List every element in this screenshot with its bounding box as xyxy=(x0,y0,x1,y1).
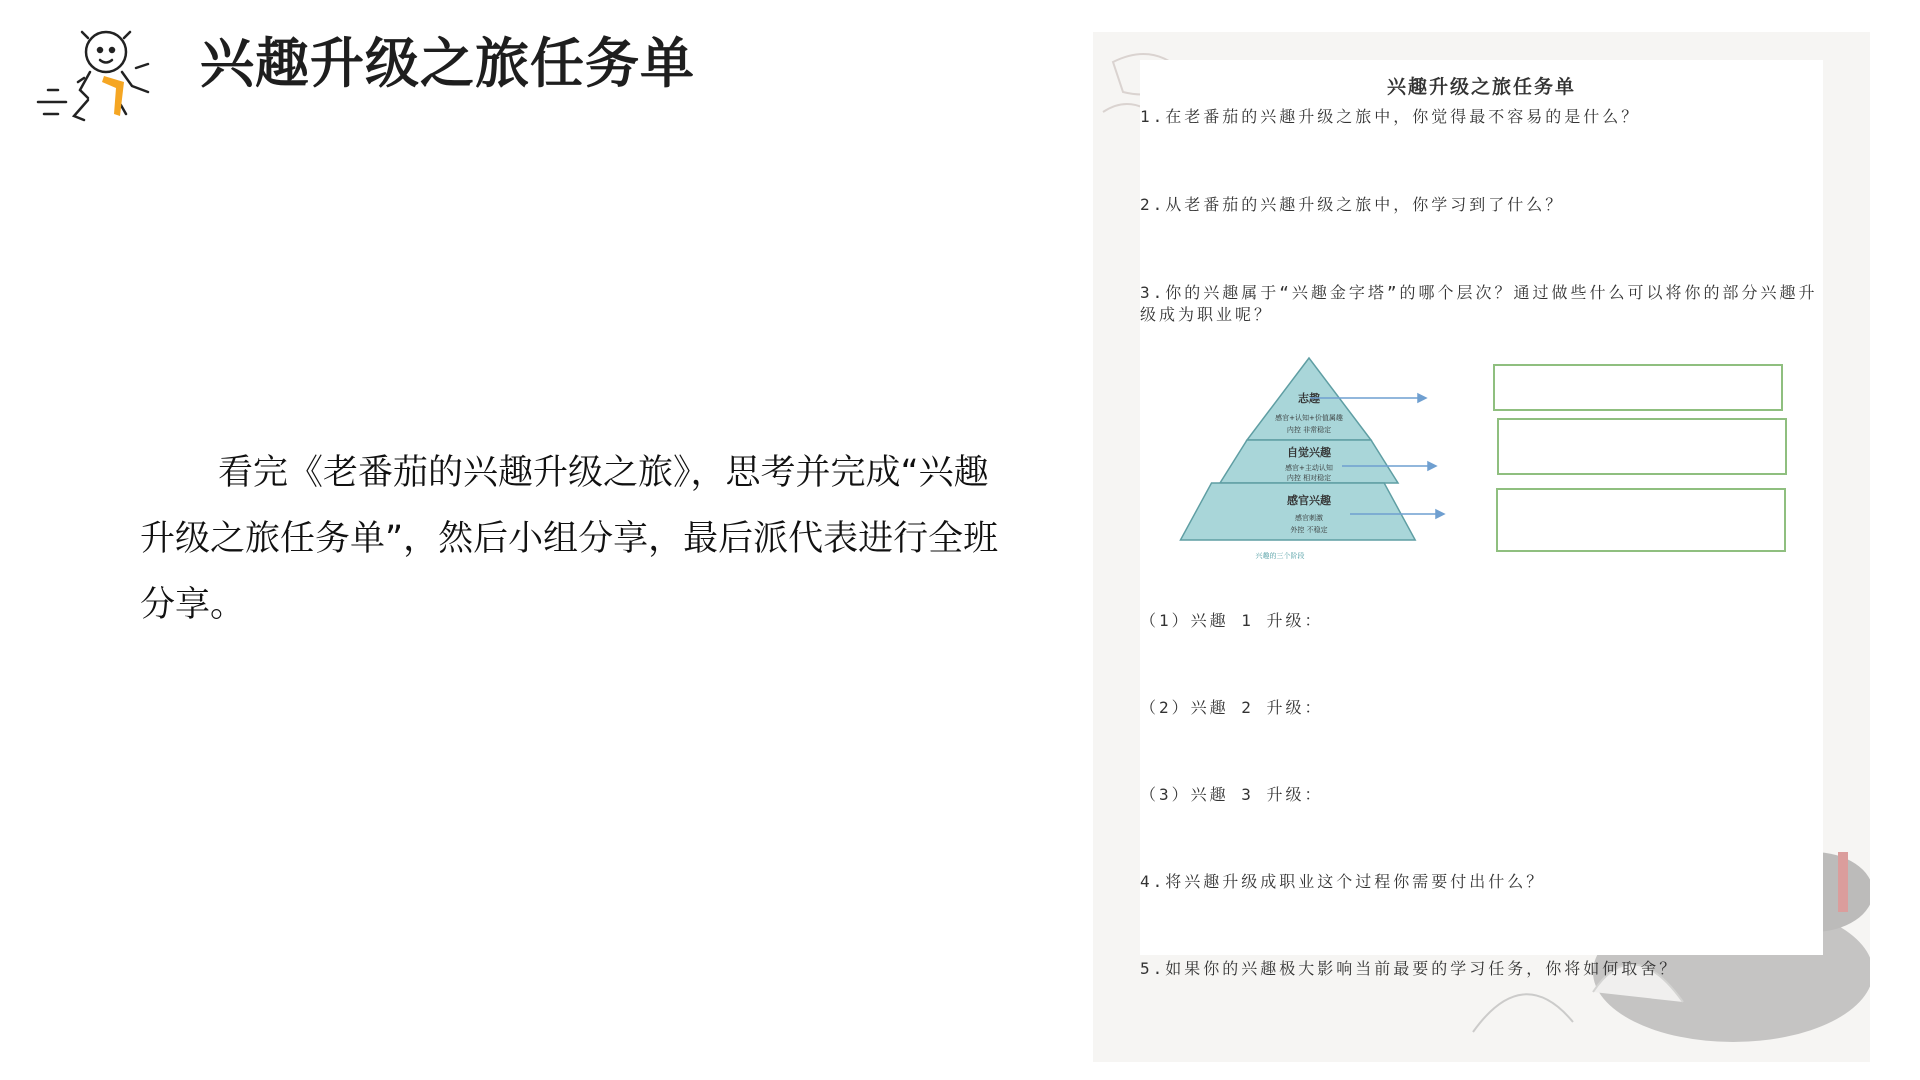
pyramid-desc-3a: 感官刺激 xyxy=(1295,514,1323,522)
pyramid-desc-1b: 内控 非常稳定 xyxy=(1286,426,1332,434)
arrows-group xyxy=(1310,390,1450,540)
page-title: 兴趣升级之旅任务单 xyxy=(200,32,695,95)
answer-box-3[interactable] xyxy=(1496,488,1786,552)
pyramid-desc-2b: 内控 相对稳定 xyxy=(1286,474,1332,482)
arrow-3-head xyxy=(1436,510,1444,518)
question-3: 3.你的兴趣属于“兴趣金字塔”的哪个层次？通过做些什么可以将你的部分兴趣升级成为职业呢？ xyxy=(1140,283,1818,324)
question-4: 4.将兴趣升级成职业这个过程你需要付出什么？ xyxy=(1140,872,1546,891)
answer-box-2[interactable] xyxy=(1497,418,1787,475)
pyramid-label-3: 感官兴趣 xyxy=(1287,494,1331,507)
arrow-2-head xyxy=(1428,462,1436,470)
mascot-icon xyxy=(28,20,168,130)
sub-question-3: （3）兴趣 3 升级： xyxy=(1140,785,1324,804)
question-5: 5.如果你的兴趣极大影响当前最要的学习任务，你将如何取舍？ xyxy=(1140,959,1679,978)
arrow-1-head xyxy=(1418,394,1426,402)
question-1: 1.在老番茄的兴趣升级之旅中，你觉得最不容易的是什么？ xyxy=(1140,107,1641,126)
instruction-text: 看完《老番茄的兴趣升级之旅》，思考并完成“兴趣升级之旅任务单”，然后小组分享，最后派代表进行全班分享。 xyxy=(140,453,999,625)
sub-question-1: （1）兴趣 1 升级： xyxy=(1140,611,1324,630)
answer-box-1[interactable] xyxy=(1493,364,1783,411)
pyramid-desc-3b: 外控 不稳定 xyxy=(1290,526,1328,534)
worksheet-paper xyxy=(1140,60,1823,955)
worksheet-image xyxy=(1093,32,1870,1062)
worksheet-title: 兴趣升级之旅任务单 xyxy=(1386,76,1576,98)
pyramid-label-1: 志趣 xyxy=(1298,392,1320,405)
pyramid-desc-1a: 感官+认知+价值属趣 xyxy=(1275,414,1343,422)
sub-question-2: （2）兴趣 2 升级： xyxy=(1140,698,1324,717)
question-2: 2.从老番茄的兴趣升级之旅中，你学习到了什么？ xyxy=(1140,195,1565,214)
pyramid-desc-2a: 感官+主动认知 xyxy=(1285,464,1333,472)
pyramid-caption: 兴趣的三个阶段 xyxy=(1255,552,1305,560)
pyramid-label-2: 自觉兴趣 xyxy=(1287,446,1331,459)
